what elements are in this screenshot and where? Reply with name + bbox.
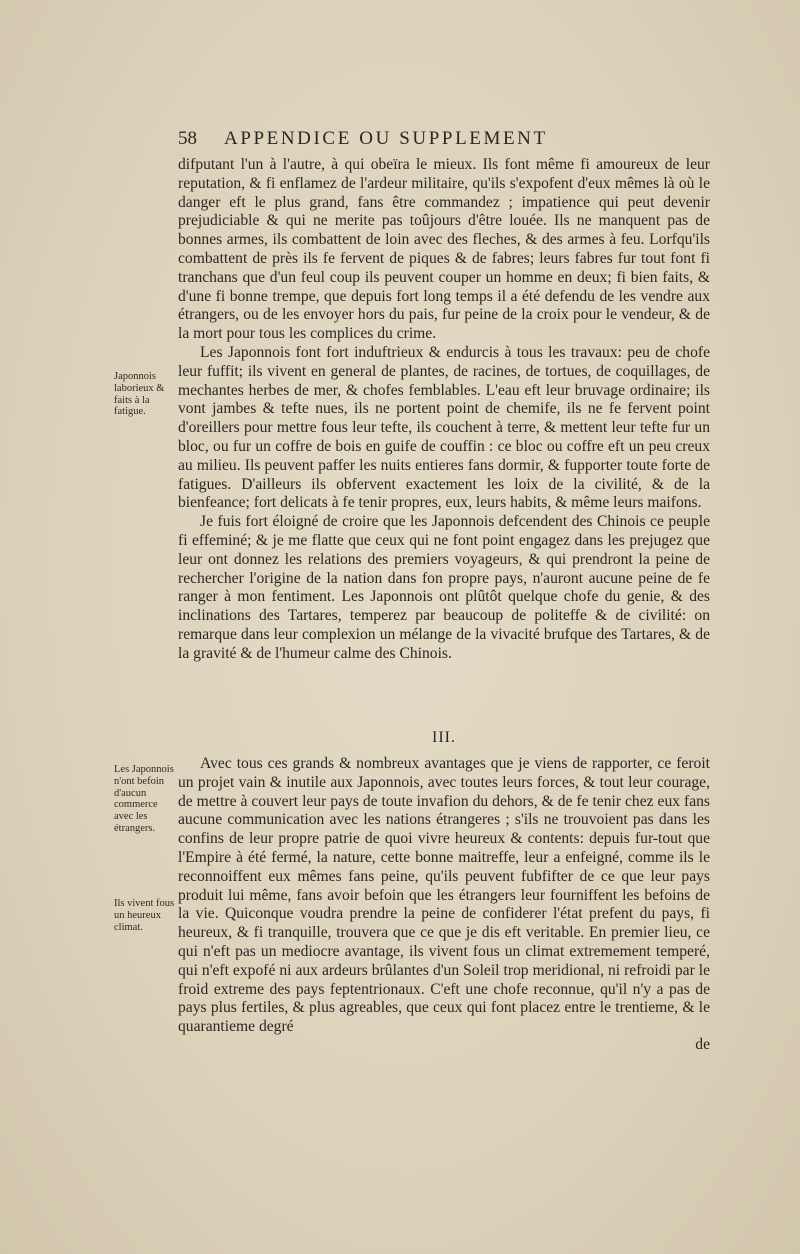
body-text-top <box>178 156 710 664</box>
margin-note-laborious: Japonnois laborieux & faits à la fatigue. <box>114 371 165 418</box>
page-number: 58 <box>178 128 197 149</box>
paragraph-origin: Je fuis fort éloigné de croire que les Japonnois defcendent des Chinois ce peuple fi effeminé; & je me flatte que ceux qui ne font point engagez dans les prejugez que leur ont donnez les relations des premiers voyageurs, & qui prendront la peine de rechercher l'origine de la nation dans fon propre pays, n'auront aucune peine de fe ranger à mon fentiment. Les Japonnois ont plûtôt quelque chofe du genie, & des inclinations des Tartares, temperez par beaucoup de politeffe & de civilité: on remarque dans leur complexion un mélange de la vivacité brufque des Tartares, & de la gravité & de l'humeur calme des Chinois. <box>178 513 710 662</box>
paragraph-industrious: Les Japonnois font fort induftrieux & endurcis à tous les travaux: peu de chofe leur fuffit; ils vivent en general de plantes, de racines, de tortues, de coquillages, de mechantes herbes de mer, & chofes femblables. L'eau eft leur bruvage ordinaire; ils vont jambes & tefte nues, ils ne portent point de chemife, ils ne fe fervent point d'oreillers pour mettre fous leur tefte, ils couchent à terre, & mettent leur tefte fur un bloc, ou fur un coffre de bois en guife de couffin : ce bloc ou coffre eft un peu creux au milieu. Ils peuvent paffer les nuits entieres fans dormir, & fupporter toute forte de fatigues. D'ailleurs ils obfervent exactement les loix de la civilité, & de la bienfeance; fort delicats à fe tenir propres, eux, leurs habits, & même leurs maifons. <box>178 343 710 512</box>
page-header <box>178 124 698 154</box>
margin-note-climate: Ils vivent fous un heureux climat. <box>114 898 175 933</box>
body-text-bottom <box>178 755 710 1037</box>
paragraph-advantages: Avec tous ces grands & nombreux avantages que je viens de rapporter, ce feroit un projet vain & inutile aux Japonnois, avec toutes leurs forces, & tout leur courage, de mettre à couvert leur pays de toute invafion du dehors, & de fe tenir chez eux fans aucune communication avec les nations étrangeres ; s'ils ne trouvoient pas dans les confins de leur propre patrie de quoi vivre heureux & contents: depuis fur-tout que l'Empire à été fermé, la nature, cette bonne maitreffe, leur a enfeigné, comme ils le reconnoiffent eux mêmes fans peine, qu'ils peuvent fubfifter de ce que leur pays produit lui même, fans avoir befoin que les étrangers leur fourniffent les befoins de la vie. Quiconque voudra prendre la peine de confiderer l'état prefent du pays, fi heureux, & fi tranquille, trouvera que ce que je dis eft veritable. En premier lieu, ce qui n'eft pas un mediocre avantage, ils vivent fous un climat extremement temperé, qui n'eft expofé ni aux ardeurs brûlantes d'un Soleil trop meridional, ni refroidi par le froid extreme des pays feptentrionaux. C'eft une chofe reconnue, qu'il n'y a pas de pays plus fertiles, & plus agreables, que ceux qui font placez entre le trentieme, & le quarantieme degré <box>178 755 710 1036</box>
margin-note-no-commerce: Les Japonnois n'ont befoin d'aucun commerce avec les étrangers. <box>114 764 174 834</box>
paragraph-military: difputant l'un à l'autre, à qui obeïra le mieux. Ils font même fi amoureux de leur reputation, & fi enflamez de l'ardeur militaire, qu'ils s'expofent d'eux mêmes là où le danger eft le plus grand, fans être commandez ; impatience qui peut devenir prejudiciable & qui ne merite pas toûjours d'être louée. Ils ne manquent pas de bonnes armes, ils combattent de loin avec des fleches, & des armes à feu. Lorfqu'ils combattent de près ils fe fervent de piques & de fabres; leurs fabres fur tout font fi tranchans que d'un feul coup ils peuvent couper un homme en deux; fi bien faits, & d'une fi bonne trempe, que depuis fort long temps il a été defendu de les vendre aux étrangers, ou de les envoyer hors du pais, fur peine de la croix pour le vendeur, & de la mort pour tous les complices du crime. <box>178 156 710 343</box>
section-number: III. <box>432 729 456 746</box>
running-title: APPENDICE OU SUPPLEMENT <box>224 128 548 149</box>
catchword: de <box>695 1036 710 1053</box>
